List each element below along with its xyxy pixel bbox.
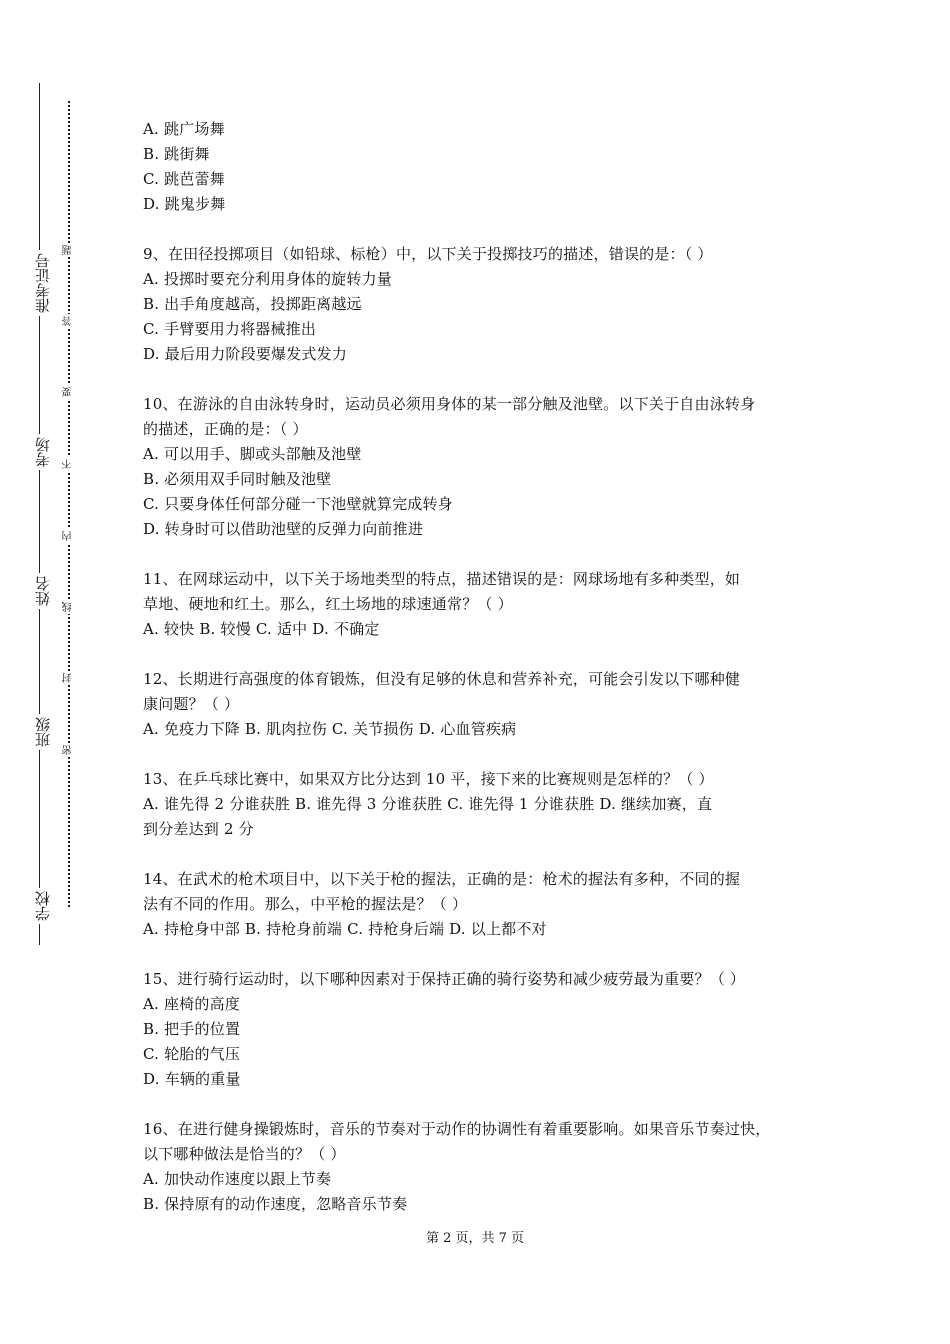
option-line: C. 轮胎的气压 [143,1045,241,1063]
seal-char: 要 [63,387,74,397]
option-line: C. 跳芭蕾舞 [143,170,225,188]
option-line: D. 最后用力阶段要爆发式发力 [143,345,348,363]
question-stem: 草地、硬地和红土。那么，红土场地的球速通常？（ ） [143,595,513,613]
class-label: 班级 [34,714,52,750]
exam-id-label: 准考证号 [34,250,52,316]
option-line: A. 座椅的高度 [143,995,240,1013]
option-line: B. 必须用双手同时触及池壁 [143,470,332,488]
option-line: C. 手臂要用力将器械推出 [143,320,317,338]
question-13 [143,767,823,842]
question-content [143,117,823,1217]
seal-char: 封 [63,673,74,683]
option-line: D. 转身时可以借助池壁的反弹力向前推进 [143,520,424,538]
seal-char: 内 [63,531,74,541]
question-stem: 11、在网球运动中，以下关于场地类型的特点，描述错误的是：网球场地有多种类型，如 [143,570,741,588]
option-line: C. 只要身体任何部分碰一下池壁就算完成转身 [143,495,453,513]
option-line: A. 加快动作速度以跟上节奏 [143,1170,332,1188]
question-stem: 的描述，正确的是：（ ） [143,420,308,438]
binding-solid-line [39,83,40,945]
question-8-options [143,117,823,217]
binding-margin [0,0,100,1344]
seal-char: 密 [63,745,74,755]
option-line: B. 出手角度越高，投掷距离越远 [143,295,362,313]
question-stem: 14、在武术的枪术项目中，以下关于枪的握法，正确的是：枪术的握法有多种，不同的握 [143,870,741,888]
option-line: D. 跳鬼步舞 [143,195,226,213]
question-stem: 法有不同的作用。那么，中平枪的握法是？（ ） [143,895,468,913]
question-9 [143,242,823,367]
question-12 [143,667,823,742]
seal-char: 答 [63,316,74,326]
question-stem: 以下哪种做法是恰当的？（ ） [143,1145,346,1163]
seal-char: 不 [63,459,74,469]
question-16 [143,1117,823,1217]
question-10 [143,392,823,542]
option-line: A. 较快 B. 较慢 C. 适中 D. 不确定 [143,620,380,638]
seal-char: 题 [63,245,74,255]
option-line: A. 可以用手、脚或头部触及池壁 [143,445,362,463]
option-line: 到分差达到 2 分 [143,820,254,838]
seal-char: 线 [63,602,74,612]
question-stem: 9、在田径投掷项目（如铅球、标枪）中，以下关于投掷技巧的描述，错误的是：（ ） [143,245,713,263]
option-line: B. 保持原有的动作速度，忽略音乐节奏 [143,1195,408,1213]
question-stem: 16、在进行健身操锻炼时，音乐的节奏对于动作的协调性有着重要影响。如果音乐节奏过快， [143,1120,771,1138]
question-stem: 13、在乒乓球比赛中，如果双方比分达到 10 平，接下来的比赛规则是怎样的？（ ） [143,770,714,788]
question-14 [143,867,823,942]
option-line: A. 免疫力下降 B. 肌肉拉伤 C. 关节损伤 D. 心血管疾病 [143,720,517,738]
option-line: A. 跳广场舞 [143,120,225,138]
question-stem: 10、在游泳的自由泳转身时，运动员必须用身体的某一部分触及池壁。以下关于自由泳转身 [143,395,756,413]
option-line: A. 投掷时要充分利用身体的旋转力量 [143,270,392,288]
page-number-footer: 第 2 页，共 7 页 [425,1231,525,1246]
option-line: B. 跳街舞 [143,145,210,163]
seal-dotted-line [68,101,70,907]
question-stem: 12、长期进行高强度的体育锻炼，但没有足够的休息和营养补充，可能会引发以下哪种健 [143,670,741,688]
question-15 [143,967,823,1092]
question-stem: 康问题？（ ） [143,695,240,713]
option-line: A. 持枪身中部 B. 持枪身前端 C. 持枪身后端 D. 以上都不对 [143,920,547,938]
question-stem: 15、进行骑行运动时，以下哪种因素对于保持正确的骑行姿势和减少疲劳最为重要？（ ） [143,970,746,988]
exam-room-label: 考场 [34,434,52,470]
option-line: A. 谁先得 2 分谁获胜 B. 谁先得 3 分谁获胜 C. 谁先得 1 分谁获胜 D. 继续加赛，直 [143,795,713,813]
school-label: 学校 [34,888,52,924]
option-line: D. 车辆的重量 [143,1070,241,1088]
question-11 [143,567,823,642]
student-name-label: 姓名 [34,573,52,609]
option-line: B. 把手的位置 [143,1020,241,1038]
